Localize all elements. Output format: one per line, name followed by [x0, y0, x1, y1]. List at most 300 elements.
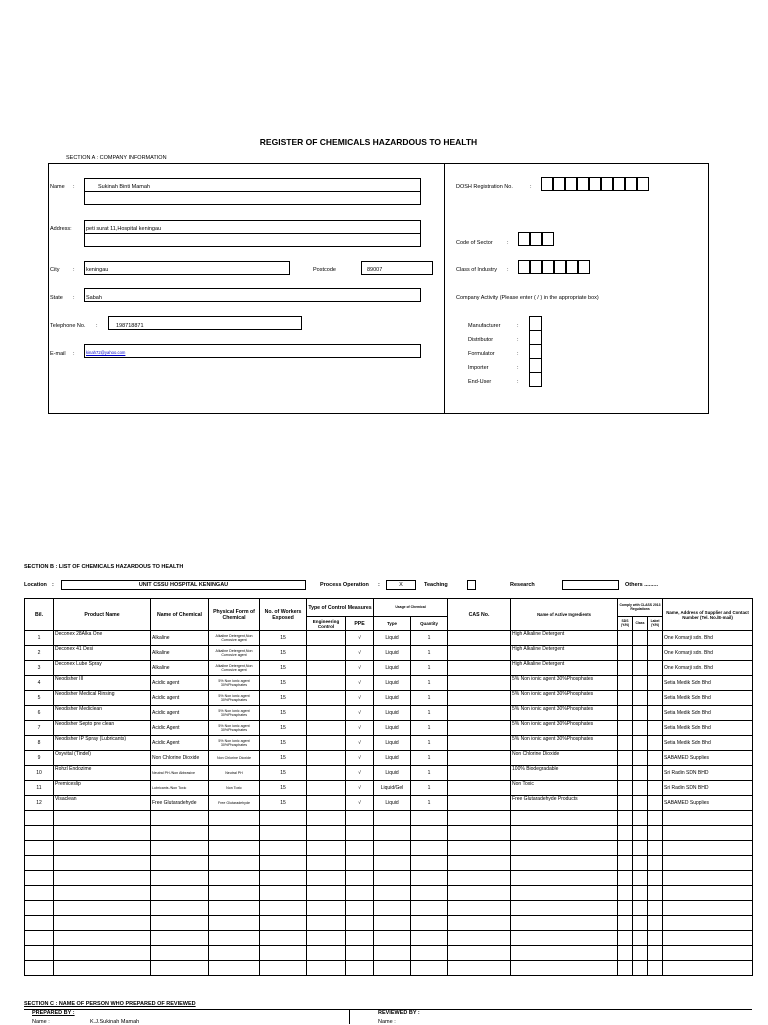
industry-digit-cell[interactable] — [578, 260, 590, 274]
cell-empty[interactable] — [209, 916, 260, 931]
cell-empty[interactable] — [54, 886, 151, 901]
cell-empty[interactable] — [209, 856, 260, 871]
cell-empty[interactable] — [663, 871, 753, 886]
cell-empty[interactable] — [25, 841, 54, 856]
cell-empty[interactable] — [618, 871, 633, 886]
cell-empty[interactable] — [374, 886, 411, 901]
dosh-digit-cell[interactable] — [541, 177, 553, 191]
col-active: Name of Active Ingredients — [511, 599, 618, 631]
cell-empty[interactable] — [209, 841, 260, 856]
dosh-digit-cell[interactable] — [553, 177, 565, 191]
cell-empty — [307, 736, 346, 751]
cell-empty[interactable] — [648, 826, 663, 841]
cell-form: 5% Non ionic agent 30%Phosphates — [209, 721, 260, 736]
cell-empty[interactable] — [648, 931, 663, 946]
cell-empty[interactable] — [633, 946, 648, 961]
cell-empty[interactable] — [307, 841, 346, 856]
cell-empty[interactable] — [511, 811, 618, 826]
sector-digit-cell[interactable] — [530, 232, 542, 246]
table-row-empty — [25, 871, 753, 886]
cell-empty[interactable] — [54, 826, 151, 841]
cell-empty[interactable] — [633, 931, 648, 946]
email-colon: : — [73, 351, 75, 357]
cell-empty[interactable] — [374, 871, 411, 886]
cell-empty[interactable] — [209, 826, 260, 841]
cell-empty[interactable] — [618, 946, 633, 961]
cell-workers: 15 — [260, 646, 307, 661]
cell-bil: 3 — [25, 661, 54, 676]
cell-empty[interactable] — [663, 856, 753, 871]
cell-supplier: SABAMED Supplies — [663, 751, 753, 766]
cell-empty[interactable] — [374, 841, 411, 856]
cell-product: Deconex Lube Spray — [54, 661, 151, 676]
cell-chem: Neutral PH /Non Abbrasive — [151, 766, 209, 781]
cell-empty[interactable] — [511, 946, 618, 961]
activity-colon: : — [517, 365, 519, 371]
col-eng: Engineering Control — [307, 617, 346, 631]
cell-empty[interactable] — [448, 931, 511, 946]
cell-empty — [633, 721, 648, 736]
cell-workers: 15 — [260, 766, 307, 781]
cell-empty[interactable] — [618, 811, 633, 826]
cell-empty[interactable] — [618, 961, 633, 976]
cell-empty[interactable] — [151, 826, 209, 841]
cell-empty[interactable] — [448, 811, 511, 826]
cell-empty — [633, 796, 648, 811]
cell-form: Free Glutaradehyde — [209, 796, 260, 811]
cell-empty[interactable] — [663, 901, 753, 916]
cell-empty[interactable] — [648, 841, 663, 856]
cell-empty[interactable] — [511, 826, 618, 841]
cell-empty[interactable] — [411, 811, 448, 826]
cell-empty[interactable] — [260, 841, 307, 856]
cell-empty[interactable] — [25, 826, 54, 841]
cell-empty — [648, 661, 663, 676]
cell-empty[interactable] — [209, 871, 260, 886]
cell-empty[interactable] — [54, 871, 151, 886]
cell-empty — [648, 691, 663, 706]
cell-ppe: √ — [346, 766, 374, 781]
cell-empty[interactable] — [25, 871, 54, 886]
cell-empty[interactable] — [54, 916, 151, 931]
activity-label-4: End-User — [468, 379, 492, 385]
cell-empty[interactable] — [25, 886, 54, 901]
section-c-divider — [349, 1009, 350, 1024]
cell-type: Liquid — [374, 796, 411, 811]
cell-empty[interactable] — [511, 901, 618, 916]
sector-digit-cell[interactable] — [518, 232, 530, 246]
state-field[interactable] — [84, 288, 421, 302]
cell-empty[interactable] — [307, 886, 346, 901]
cell-empty[interactable] — [151, 811, 209, 826]
cell-empty[interactable] — [307, 946, 346, 961]
cell-empty[interactable] — [663, 841, 753, 856]
cell-form: Alkaline Detergent,Non Corrosive agent — [209, 646, 260, 661]
cell-empty — [307, 781, 346, 796]
cell-active: 5% Non ionic agent 30%Phosphates — [511, 676, 618, 691]
cell-empty[interactable] — [151, 961, 209, 976]
cell-empty[interactable] — [151, 946, 209, 961]
cell-empty[interactable] — [346, 946, 374, 961]
cell-empty[interactable] — [374, 901, 411, 916]
cell-empty[interactable] — [346, 811, 374, 826]
cell-empty[interactable] — [151, 931, 209, 946]
cell-empty[interactable] — [260, 916, 307, 931]
cell-empty[interactable] — [511, 961, 618, 976]
cell-empty[interactable] — [448, 826, 511, 841]
email-label: E-mail — [50, 351, 66, 357]
cell-empty — [307, 631, 346, 646]
cell-empty[interactable] — [633, 856, 648, 871]
cell-empty[interactable] — [633, 886, 648, 901]
cell-empty[interactable] — [260, 856, 307, 871]
cell-supplier: Sri Radin SDN BHD — [663, 781, 753, 796]
cell-empty[interactable] — [633, 841, 648, 856]
cell-empty[interactable] — [54, 961, 151, 976]
cell-empty[interactable] — [663, 946, 753, 961]
cell-empty[interactable] — [151, 901, 209, 916]
dosh-digit-cell[interactable] — [613, 177, 625, 191]
cell-empty[interactable] — [448, 961, 511, 976]
dosh-digit-cell[interactable] — [637, 177, 649, 191]
cell-empty — [633, 646, 648, 661]
cell-empty[interactable] — [260, 886, 307, 901]
cell-ppe: √ — [346, 646, 374, 661]
dosh-digit-cell[interactable] — [601, 177, 613, 191]
cell-empty[interactable] — [25, 856, 54, 871]
cell-form: 5% Non ionic agent 30%Phosphates — [209, 706, 260, 721]
cell-empty[interactable] — [54, 901, 151, 916]
cell-empty — [307, 676, 346, 691]
cell-empty[interactable] — [25, 931, 54, 946]
cell-empty[interactable] — [209, 901, 260, 916]
cell-empty[interactable] — [411, 946, 448, 961]
cell-workers: 15 — [260, 751, 307, 766]
cell-ppe: √ — [346, 631, 374, 646]
cell-empty[interactable] — [633, 811, 648, 826]
city-colon: : — [73, 267, 75, 273]
table-row — [25, 766, 753, 781]
industry-digit-cell[interactable] — [542, 260, 554, 274]
cell-empty[interactable] — [411, 916, 448, 931]
cell-active: High Alkaline Detergent — [511, 661, 618, 676]
cell-empty[interactable] — [25, 901, 54, 916]
cell-empty — [307, 691, 346, 706]
cell-empty — [618, 676, 633, 691]
col-type: Type — [374, 617, 411, 631]
table-row — [25, 751, 753, 766]
cell-empty[interactable] — [633, 901, 648, 916]
cell-empty[interactable] — [151, 871, 209, 886]
cell-empty[interactable] — [307, 871, 346, 886]
cell-empty[interactable] — [346, 916, 374, 931]
cell-empty[interactable] — [209, 811, 260, 826]
cell-empty[interactable] — [448, 901, 511, 916]
cell-empty[interactable] — [648, 886, 663, 901]
cell-empty[interactable] — [633, 871, 648, 886]
cell-empty[interactable] — [618, 886, 633, 901]
cell-empty[interactable] — [511, 886, 618, 901]
activity-label-2: Formulator — [468, 351, 495, 357]
cell-supplier: Setia Medik Sdn Bhd — [663, 691, 753, 706]
name-value: Sukinah Binti Mamah — [98, 184, 150, 190]
cell-empty[interactable] — [307, 916, 346, 931]
location-colon: : — [52, 582, 54, 588]
cell-empty[interactable] — [411, 886, 448, 901]
cell-empty[interactable] — [346, 961, 374, 976]
cell-empty[interactable] — [307, 901, 346, 916]
cell-empty — [648, 721, 663, 736]
cell-empty — [448, 676, 511, 691]
cell-type: Liquid — [374, 646, 411, 661]
cell-empty[interactable] — [307, 826, 346, 841]
cell-empty[interactable] — [346, 901, 374, 916]
table-row-empty — [25, 901, 753, 916]
cell-active: Non Chlorine Dioxide — [511, 751, 618, 766]
industry-digit-cell[interactable] — [518, 260, 530, 274]
cell-qty: 1 — [411, 646, 448, 661]
cell-bil: 7 — [25, 721, 54, 736]
cell-empty[interactable] — [260, 871, 307, 886]
table-row — [25, 781, 753, 796]
section-b-heading: SECTION B : LIST OF CHEMICALS HAZARDOUS TO HEALTH — [24, 564, 184, 570]
cell-active: 5% Non ionic agent 30%Phosphates — [511, 691, 618, 706]
reviewed-name-label: Name : — [378, 1019, 396, 1025]
cell-type: Liquid — [374, 721, 411, 736]
cell-empty[interactable] — [511, 916, 618, 931]
cell-empty[interactable] — [307, 931, 346, 946]
cell-empty[interactable] — [618, 826, 633, 841]
cell-empty[interactable] — [374, 916, 411, 931]
cell-chem: Free Glutaradehyde — [151, 796, 209, 811]
cell-empty[interactable] — [411, 826, 448, 841]
city-label: City — [50, 267, 60, 273]
cell-product: Deconex 41 Desi — [54, 646, 151, 661]
table-row-empty — [25, 826, 753, 841]
cell-empty — [448, 706, 511, 721]
industry-digit-cell[interactable] — [554, 260, 566, 274]
cell-empty[interactable] — [648, 901, 663, 916]
cell-empty[interactable] — [260, 946, 307, 961]
dosh-digit-cell[interactable] — [589, 177, 601, 191]
activity-checkbox[interactable] — [529, 358, 542, 373]
email-link[interactable]: kinah72@yahoo.com — [86, 350, 126, 355]
cell-empty[interactable] — [618, 841, 633, 856]
cell-workers: 15 — [260, 661, 307, 676]
cell-empty[interactable] — [648, 946, 663, 961]
cell-bil: 12 — [25, 796, 54, 811]
dosh-digit-cell[interactable] — [565, 177, 577, 191]
cell-empty[interactable] — [307, 856, 346, 871]
cell-empty[interactable] — [633, 826, 648, 841]
cell-chem: Acidic agent — [151, 676, 209, 691]
research-field[interactable] — [562, 580, 619, 590]
cell-empty[interactable] — [648, 871, 663, 886]
cell-empty[interactable] — [663, 931, 753, 946]
process-colon: : — [378, 582, 380, 588]
industry-digit-cell[interactable] — [566, 260, 578, 274]
activity-checkbox[interactable] — [529, 330, 542, 345]
cell-empty[interactable] — [663, 826, 753, 841]
cell-empty[interactable] — [374, 826, 411, 841]
table-row — [25, 721, 753, 736]
cell-empty[interactable] — [374, 961, 411, 976]
register-body — [25, 631, 753, 976]
cell-empty[interactable] — [663, 916, 753, 931]
name-field-line2[interactable] — [84, 191, 421, 205]
cell-empty[interactable] — [346, 856, 374, 871]
table-row-empty — [25, 811, 753, 826]
cell-workers: 15 — [260, 796, 307, 811]
cell-empty[interactable] — [374, 946, 411, 961]
cell-empty[interactable] — [511, 856, 618, 871]
cell-empty[interactable] — [411, 871, 448, 886]
cell-empty[interactable] — [448, 841, 511, 856]
cell-empty[interactable] — [374, 931, 411, 946]
cell-empty[interactable] — [346, 931, 374, 946]
cell-empty[interactable] — [209, 931, 260, 946]
cell-empty[interactable] — [346, 886, 374, 901]
table-row — [25, 796, 753, 811]
cell-product: Rohzl Endozime — [54, 766, 151, 781]
table-row — [25, 706, 753, 721]
cell-empty[interactable] — [618, 931, 633, 946]
cell-empty[interactable] — [374, 856, 411, 871]
cell-empty[interactable] — [346, 841, 374, 856]
cell-empty[interactable] — [648, 811, 663, 826]
cell-form: 5% Non ionic agent 30%Phosphates — [209, 736, 260, 751]
cell-empty[interactable] — [151, 886, 209, 901]
cell-empty[interactable] — [346, 826, 374, 841]
cell-workers: 15 — [260, 691, 307, 706]
cell-empty[interactable] — [54, 841, 151, 856]
cell-empty[interactable] — [511, 871, 618, 886]
cell-empty[interactable] — [209, 961, 260, 976]
cell-empty — [448, 691, 511, 706]
cell-empty — [618, 631, 633, 646]
cell-empty[interactable] — [151, 916, 209, 931]
cell-empty[interactable] — [448, 856, 511, 871]
industry-label: Class of Industry — [456, 267, 497, 273]
cell-empty[interactable] — [618, 856, 633, 871]
cell-empty[interactable] — [54, 931, 151, 946]
city-field[interactable] — [84, 261, 290, 275]
activity-label-0: Manufacturer — [468, 323, 501, 329]
industry-digit-cell[interactable] — [530, 260, 542, 274]
cell-empty — [448, 721, 511, 736]
dosh-digit-cell[interactable] — [577, 177, 589, 191]
cell-bil: 11 — [25, 781, 54, 796]
cell-empty[interactable] — [448, 946, 511, 961]
cell-qty: 1 — [411, 661, 448, 676]
cell-empty[interactable] — [25, 946, 54, 961]
cell-empty[interactable] — [411, 901, 448, 916]
address-field-line2[interactable] — [84, 233, 421, 247]
cell-empty[interactable] — [448, 916, 511, 931]
industry-colon: : — [507, 267, 509, 273]
cell-product: Neodisher IP Spray (Lubricants) — [54, 736, 151, 751]
cell-empty — [448, 751, 511, 766]
phone-value: 198718871 — [116, 323, 144, 329]
table-row-empty — [25, 841, 753, 856]
cell-empty[interactable] — [307, 961, 346, 976]
prepared-label: PREPARED BY : — [32, 1010, 75, 1016]
cell-empty[interactable] — [448, 886, 511, 901]
cell-empty[interactable] — [648, 961, 663, 976]
cell-empty[interactable] — [411, 841, 448, 856]
cell-empty[interactable] — [54, 811, 151, 826]
cell-empty[interactable] — [346, 871, 374, 886]
cell-empty[interactable] — [25, 916, 54, 931]
activity-checkbox[interactable] — [529, 372, 542, 387]
cell-empty[interactable] — [663, 961, 753, 976]
cell-empty[interactable] — [648, 856, 663, 871]
cell-empty — [633, 691, 648, 706]
email-field[interactable] — [84, 344, 421, 358]
cell-empty — [633, 766, 648, 781]
cell-workers: 15 — [260, 706, 307, 721]
cell-empty[interactable] — [663, 811, 753, 826]
cell-empty[interactable] — [260, 931, 307, 946]
cell-empty[interactable] — [151, 841, 209, 856]
table-row — [25, 736, 753, 751]
cell-qty: 1 — [411, 676, 448, 691]
cell-empty[interactable] — [618, 916, 633, 931]
col-ppe: PPE — [346, 617, 374, 631]
cell-empty[interactable] — [260, 901, 307, 916]
cell-empty[interactable] — [209, 886, 260, 901]
process-label: Process Operation — [320, 582, 369, 588]
cell-supplier: One Komarji sdn. Bhd — [663, 661, 753, 676]
cell-empty[interactable] — [54, 856, 151, 871]
cell-workers: 15 — [260, 676, 307, 691]
sector-digit-cell[interactable] — [542, 232, 554, 246]
cell-empty[interactable] — [374, 811, 411, 826]
cell-empty[interactable] — [633, 961, 648, 976]
cell-empty — [307, 751, 346, 766]
cell-empty[interactable] — [260, 961, 307, 976]
cell-empty[interactable] — [54, 946, 151, 961]
cell-empty[interactable] — [25, 961, 54, 976]
name-label: Name — [50, 184, 65, 190]
teaching-checkbox[interactable] — [467, 580, 476, 590]
cell-empty[interactable] — [411, 931, 448, 946]
cell-empty[interactable] — [411, 961, 448, 976]
cell-empty[interactable] — [25, 811, 54, 826]
cell-empty[interactable] — [648, 916, 663, 931]
cell-empty[interactable] — [209, 946, 260, 961]
cell-empty[interactable] — [411, 856, 448, 871]
cell-empty[interactable] — [307, 811, 346, 826]
cell-empty[interactable] — [633, 916, 648, 931]
cell-empty[interactable] — [260, 811, 307, 826]
cell-empty[interactable] — [448, 871, 511, 886]
activity-checkbox[interactable] — [529, 316, 542, 331]
cell-supplier: One Komarji sdn. Bhd — [663, 631, 753, 646]
cell-empty — [307, 721, 346, 736]
dosh-digit-cell[interactable] — [625, 177, 637, 191]
activity-checkbox[interactable] — [529, 344, 542, 359]
cell-empty[interactable] — [511, 841, 618, 856]
cell-empty[interactable] — [618, 901, 633, 916]
reviewed-label: REVIEWED BY : — [378, 1010, 420, 1016]
col-product: Product Name — [54, 599, 151, 631]
cell-empty[interactable] — [151, 856, 209, 871]
cell-empty[interactable] — [663, 886, 753, 901]
cell-empty[interactable] — [511, 931, 618, 946]
cell-empty[interactable] — [260, 826, 307, 841]
phone-colon: : — [96, 323, 98, 329]
